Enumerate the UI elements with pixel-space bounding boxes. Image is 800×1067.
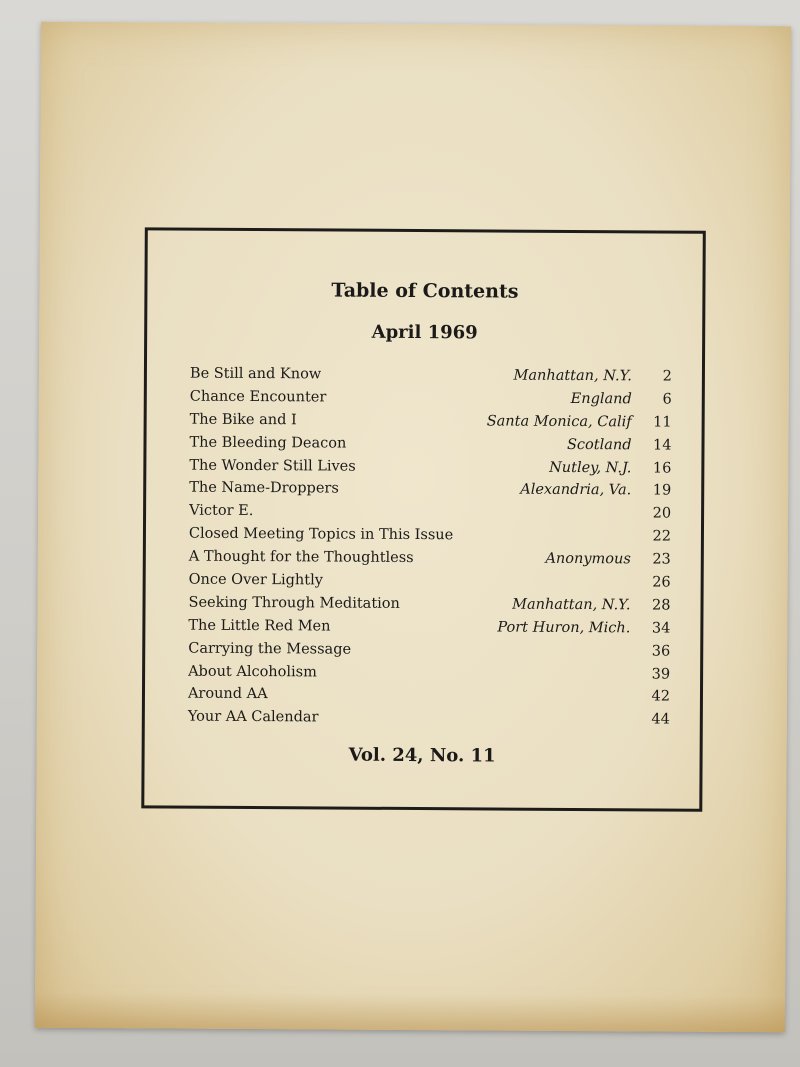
entry-title: The Bleeding Deacon (189, 434, 347, 452)
toc-entry (189, 500, 671, 526)
entry-location: Anonymous (545, 550, 631, 568)
toc-entry (188, 706, 670, 732)
entry-title: About Alcoholism (188, 663, 317, 680)
entry-page: 6 (662, 391, 672, 408)
entry-location: Nutley, N.J. (549, 459, 632, 476)
entry-location: Port Huron, Mich. (497, 619, 631, 637)
toc-entry (189, 523, 671, 549)
issue-date: April 1969 (371, 321, 478, 344)
table-of-contents-box (141, 227, 706, 811)
entry-title: The Name-Droppers (189, 480, 339, 497)
entry-title: Be Still and Know (189, 365, 322, 383)
entry-page: 39 (651, 666, 671, 683)
entry-location: Santa Monica, Calif (486, 413, 632, 431)
entry-title: Carrying the Message (188, 640, 352, 658)
volume-number: Vol. 24, No. 11 (348, 744, 496, 767)
toc-entry (189, 569, 671, 595)
entry-page: 26 (652, 574, 671, 591)
entry-page: 44 (651, 711, 670, 728)
magazine-back-cover (35, 22, 791, 1033)
entry-title: The Little Red Men (188, 617, 331, 635)
entry-page: 34 (651, 620, 671, 637)
entry-location: England (570, 390, 632, 408)
toc-entry (190, 386, 672, 412)
toc-entry (188, 660, 670, 686)
entry-title: The Wonder Still Lives (189, 457, 356, 475)
entry-location: Scotland (566, 436, 632, 454)
entry-location: Manhattan, N.Y. (513, 367, 632, 385)
toc-entry (188, 592, 670, 618)
entry-title: Around AA (187, 686, 268, 703)
entry-page: 19 (652, 482, 672, 500)
toc-entry-list (188, 363, 672, 732)
entry-page: 20 (652, 505, 672, 522)
toc-entry (189, 546, 671, 572)
entry-title: Victor E. (189, 502, 254, 520)
entry-page: 42 (651, 688, 671, 706)
entry-page: 11 (653, 414, 672, 431)
entry-title: Chance Encounter (189, 388, 327, 406)
entry-page: 22 (652, 528, 671, 545)
entry-page: 14 (653, 437, 672, 454)
toc-entry (188, 614, 670, 640)
entry-title: Seeking Through Meditation (188, 594, 400, 612)
toc-entry (190, 408, 672, 434)
entry-title: A Thought for the Thoughtless (188, 548, 414, 567)
entry-title: The Bike and I (189, 411, 297, 429)
entry-title: Your AA Calendar (187, 708, 319, 726)
toc-entry (189, 477, 671, 503)
entry-title: Closed Meeting Topics in This Issue (188, 525, 454, 544)
entry-location: Alexandria, Va. (520, 482, 632, 499)
toc-title: Table of Contents (331, 279, 519, 303)
toc-entry (188, 683, 670, 709)
entry-page: 16 (652, 460, 672, 477)
toc-entry (190, 363, 672, 389)
entry-page: 28 (652, 597, 671, 614)
toc-entry (189, 431, 671, 457)
entry-title: Once Over Lightly (188, 571, 324, 589)
entry-location: Manhattan, N.Y. (512, 596, 631, 614)
toc-entry (188, 637, 670, 663)
entry-page: 36 (651, 643, 671, 660)
entry-page: 23 (652, 551, 671, 568)
toc-entry (189, 454, 671, 480)
entry-page: 2 (662, 368, 672, 385)
